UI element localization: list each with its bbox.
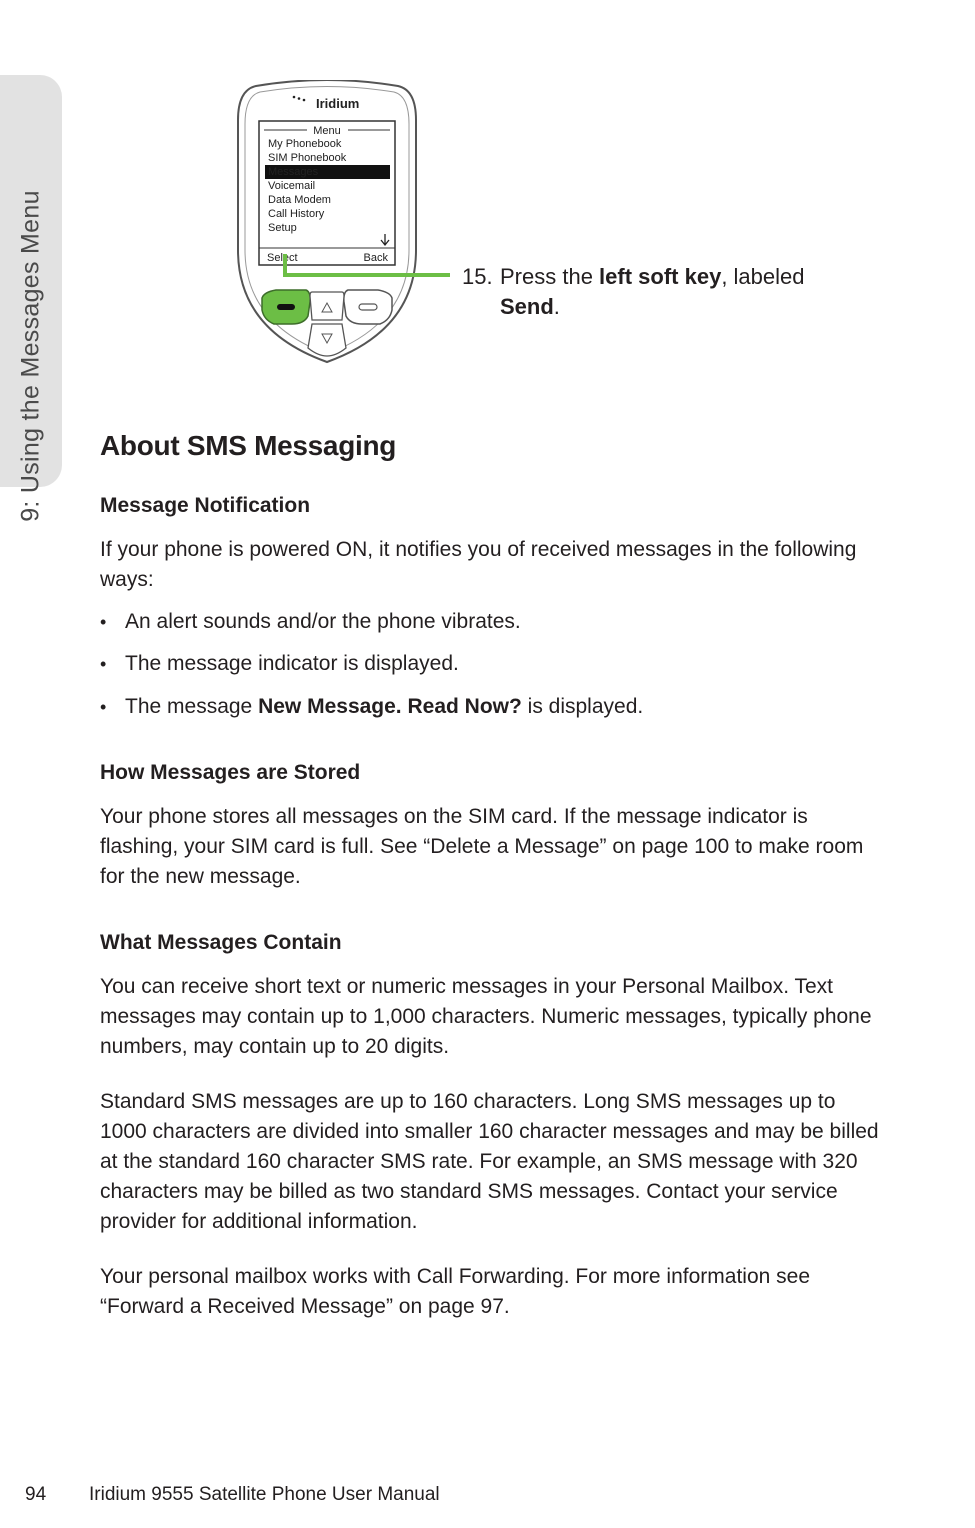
screen-menu-item: Setup bbox=[268, 222, 297, 234]
heading-what-messages-contain: What Messages Contain bbox=[100, 931, 342, 954]
contain-paragraph-3: Your personal mailbox works with Call Forwarding. For more information see “Forward a Received Message” on page 97. bbox=[100, 1265, 811, 1318]
screen-menu-title: Menu bbox=[313, 125, 341, 137]
callout-line bbox=[0, 0, 975, 400]
step-15 bbox=[462, 262, 892, 322]
page-number: 94 bbox=[25, 1484, 47, 1505]
manual-title: Iridium 9555 Satellite Phone User Manual bbox=[89, 1484, 440, 1505]
screen-menu-item: My Phonebook bbox=[268, 138, 342, 150]
notification-intro: If your phone is powered ON, it notifies you of received messages in the following ways: bbox=[100, 538, 857, 591]
bullet-item: • The message indicator is displayed. bbox=[100, 652, 459, 675]
contain-paragraph-1: You can receive short text or numeric messages in your Personal Mailbox. Text messages may contain up to 1,000 characters. Numeric messages, typically phone numbers, may contain up to 20 digits. bbox=[100, 975, 872, 1058]
screen-menu-item: Call History bbox=[268, 208, 325, 220]
section-title: About SMS Messaging bbox=[100, 430, 397, 461]
screen-menu-item: SIM Phonebook bbox=[268, 152, 347, 164]
screen-menu-item: Data Modem bbox=[268, 194, 331, 206]
step-text: Press the left soft key, labeled Send. bbox=[500, 264, 805, 319]
heading-message-notification: Message Notification bbox=[100, 494, 311, 517]
chapter-label: 9: Using the Messages Menu bbox=[16, 190, 45, 522]
page-footer bbox=[25, 1484, 440, 1506]
step-number: 15. bbox=[462, 264, 493, 289]
step-bold-left-soft-key: left soft key bbox=[599, 264, 722, 289]
soft-key-left-label: Select bbox=[267, 252, 298, 264]
heading-how-messages-stored: How Messages are Stored bbox=[100, 761, 361, 784]
logo-text: Iridium bbox=[316, 96, 360, 111]
screen-menu-item: Messages bbox=[268, 166, 319, 178]
screen-menu-item: Voicemail bbox=[268, 180, 316, 192]
bullet-item: • An alert sounds and/or the phone vibrates. bbox=[100, 610, 521, 633]
soft-key-right-label: Back bbox=[363, 252, 388, 264]
bullet-item: • The message New Message. Read Now? is displayed. bbox=[100, 695, 644, 718]
stored-paragraph: Your phone stores all messages on the SIM card. If the message indicator is flashing, your SIM card is full. See “Delete a Message” on page 100 to make room for the new message. bbox=[100, 805, 864, 888]
step-bold-send: Send bbox=[500, 294, 554, 319]
contain-paragraph-2: Standard SMS messages are up to 160 characters. Long SMS messages up to 1000 characters are divided into smaller 160 character messages and may be billed at the standard 160 character SMS rate. For example, an SMS message with 320 characters may be billed as two standard SMS messages. Contact your service provider for additional information. bbox=[100, 1090, 879, 1233]
